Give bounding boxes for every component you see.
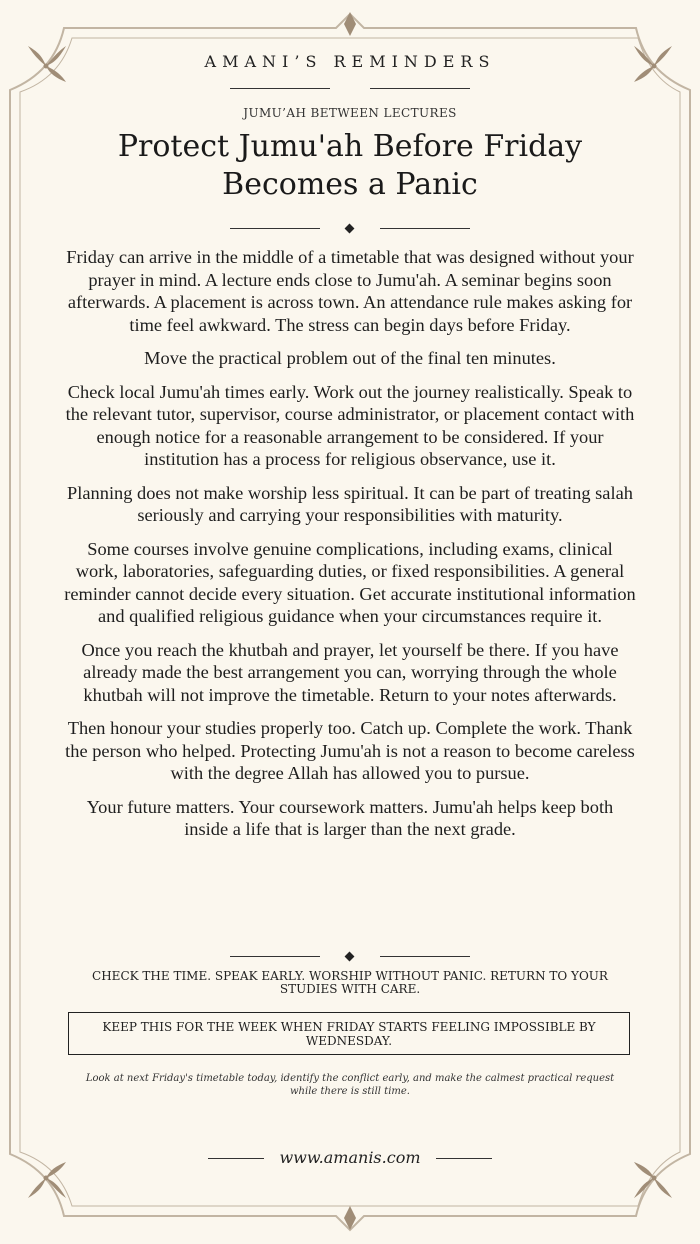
paragraph: Then honour your studies properly too. Catch up. Complete the work. Thank the person who helped. Protecting Jumu'ah is not a reason to become careless with the degree Allah has allowed you to pursue. xyxy=(65,718,635,783)
paragraph: Planning does not make worship less spiritual. It can be part of treating salah seriously and carrying your responsibilities with maturity. xyxy=(67,482,633,525)
top-diamond-ornament xyxy=(344,12,356,36)
brand-rule-right xyxy=(370,88,470,89)
closing-line: CHECK THE TIME. SPEAK EARLY. WORSHIP WITHOUT PANIC. RETURN TO YOUR STUDIES WITH CARE. xyxy=(92,969,608,996)
paragraph: Once you reach the khutbah and prayer, let yourself be there. If you have already made the best arrangement you can, worrying through the whole khutbah will not improve the timetable. Return to your notes afterwards. xyxy=(81,639,619,705)
website-link[interactable]: www.amanis.com xyxy=(279,1148,421,1167)
section-kicker: JUMU’AH BETWEEN LECTURES xyxy=(243,106,457,120)
brand-rule-left xyxy=(230,88,330,89)
paragraph: Some courses involve genuine complications, including exams, clinical work, laboratories, safeguarding duties, or fixed responsibilities. A general reminder cannot decide every situation. Get accurate institutional information and qualified religious guidance when your circumstances require it. xyxy=(64,538,636,626)
paragraph: Move the practical problem out of the final ten minutes. xyxy=(144,348,556,368)
paragraph: Check local Jumu'ah times early. Work out the journey realistically. Speak to the relevant tutor, supervisor, course administrator, or placement contact with enough notice for a reasonable arrangement to be considered. If your institution has a process for religious observance, use it. xyxy=(65,381,635,469)
url-rule-right xyxy=(436,1158,492,1159)
divider-diamond-icon xyxy=(345,952,355,962)
paragraph: Friday can arrive in the middle of a timetable that was designed without your prayer in mind. A lecture ends close to Jumu'ah. A seminar begins soon afterwards. A placement is across town. An attendance rule makes asking for time feel awkward. The stress can begin days before Friday. xyxy=(66,247,634,335)
page-title: Protect Jumu'ah Before Friday Becomes a Panic xyxy=(117,129,583,202)
italic-note: Look at next Friday's timetable today, identify the conflict early, and make the calmest practical request while there is still time. xyxy=(85,1073,615,1097)
closing-divider xyxy=(230,950,470,964)
article-body xyxy=(64,246,636,852)
boxed-reminder xyxy=(68,1012,630,1055)
brand-name: AMANI’S REMINDERS xyxy=(204,52,496,71)
paragraph: Your future matters. Your coursework matters. Jumu'ah helps keep both inside a life that is larger than the next grade. xyxy=(86,796,614,839)
divider-diamond-icon xyxy=(345,224,355,234)
title-divider xyxy=(230,222,470,236)
boxed-reminder-text: KEEP THIS FOR THE WEEK WHEN FRIDAY STARTS FEELING IMPOSSIBLE BY WEDNESDAY. xyxy=(102,1019,596,1048)
